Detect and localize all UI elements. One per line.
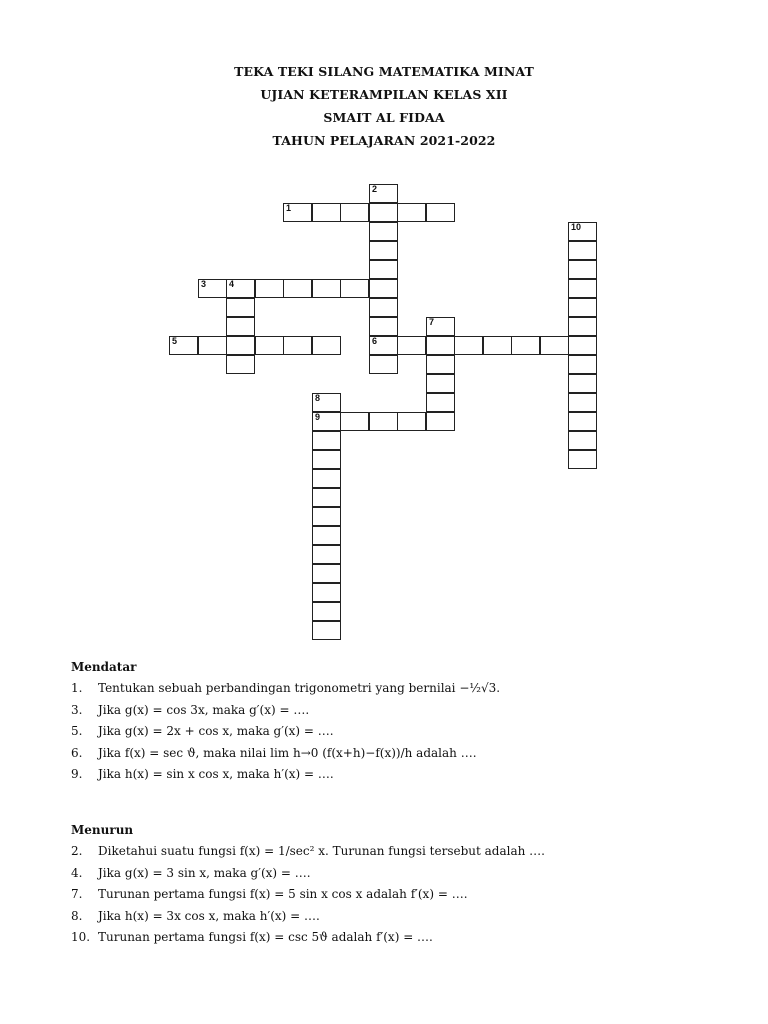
crossword-cell[interactable] xyxy=(369,317,398,336)
crossword-cell[interactable] xyxy=(568,336,597,355)
clue-item xyxy=(71,743,731,765)
clue-number: 9. xyxy=(71,767,83,782)
crossword-cell[interactable] xyxy=(369,222,398,241)
crossword-cell[interactable] xyxy=(369,412,398,431)
clue-number-label: 3 xyxy=(201,279,207,289)
clue-number-label: 10 xyxy=(571,222,582,232)
crossword-cell[interactable] xyxy=(226,336,255,355)
crossword-cell[interactable] xyxy=(568,374,597,393)
crossword-cell[interactable] xyxy=(454,336,483,355)
header-subtitle: UJIAN KETERAMPILAN KELAS XII xyxy=(260,87,508,102)
crossword-cell[interactable] xyxy=(483,336,512,355)
crossword-cell[interactable] xyxy=(312,545,341,564)
clue-number: 3. xyxy=(71,702,83,717)
crossword-cell[interactable] xyxy=(568,279,597,298)
clue-item xyxy=(71,764,731,786)
clue-item xyxy=(71,841,731,863)
mendatar-heading: Mendatar xyxy=(71,660,137,674)
clue-text: Jika h(x) = sin x cos x, maka h′(x) = …. xyxy=(98,767,334,782)
crossword-cell[interactable] xyxy=(568,431,597,450)
menurun-section xyxy=(71,819,731,949)
crossword-cell[interactable] xyxy=(369,184,398,203)
crossword-cell[interactable] xyxy=(312,431,341,450)
crossword-cell[interactable] xyxy=(540,336,569,355)
crossword-cell[interactable] xyxy=(226,317,255,336)
clue-text: Jika g(x) = 2x + cos x, maka g′(x) = …. xyxy=(98,724,334,739)
clue-number-label: 2 xyxy=(372,184,378,194)
crossword-cell[interactable] xyxy=(369,260,398,279)
clue-number: 8. xyxy=(71,908,83,923)
crossword-cell[interactable] xyxy=(397,412,426,431)
crossword-cell[interactable] xyxy=(426,374,455,393)
mendatar-section xyxy=(71,656,731,786)
crossword-cell[interactable] xyxy=(312,203,341,222)
crossword-cell[interactable] xyxy=(369,355,398,374)
crossword-cell[interactable] xyxy=(169,336,198,355)
clue-item xyxy=(71,721,731,743)
crossword-cell[interactable] xyxy=(369,241,398,260)
crossword-cell[interactable] xyxy=(312,621,341,640)
clue-text: Jika f(x) = sec ϑ, maka nilai lim h→0 (f(x+h)−f(x))/h adalah …. xyxy=(98,745,477,760)
crossword-cell[interactable] xyxy=(340,412,369,431)
crossword-cell[interactable] xyxy=(340,279,369,298)
crossword-cell[interactable] xyxy=(426,317,455,336)
crossword-cell[interactable] xyxy=(568,298,597,317)
clue-item xyxy=(71,906,731,928)
clue-item xyxy=(71,700,731,722)
crossword-cell[interactable] xyxy=(255,336,284,355)
clue-text: Turunan pertama fungsi f(x) = 5 sin x cos x adalah f′(x) = …. xyxy=(98,887,468,902)
crossword-cell[interactable] xyxy=(312,507,341,526)
clue-text: Jika g(x) = cos 3x, maka g′(x) = …. xyxy=(98,702,310,717)
crossword-cell[interactable] xyxy=(226,298,255,317)
clue-item xyxy=(71,927,731,949)
crossword-cell[interactable] xyxy=(312,412,341,431)
crossword-cell[interactable] xyxy=(568,450,597,469)
crossword-cell[interactable] xyxy=(369,336,398,355)
header-year: TAHUN PELAJARAN 2021-2022 xyxy=(272,133,496,148)
crossword-cell[interactable] xyxy=(312,526,341,545)
clue-text: Jika h(x) = 3x cos x, maka h′(x) = …. xyxy=(98,908,320,923)
crossword-cell[interactable] xyxy=(283,279,312,298)
clue-number: 2. xyxy=(71,844,83,858)
clue-text: Diketahui suatu fungsi f(x) = 1/sec² x. Turunan fungsi tersebut adalah …. xyxy=(98,844,545,858)
crossword-cell[interactable] xyxy=(568,241,597,260)
crossword-cell[interactable] xyxy=(511,336,540,355)
crossword-cell[interactable] xyxy=(568,260,597,279)
header-title: TEKA TEKI SILANG MATEMATIKA MINAT xyxy=(234,64,534,79)
clue-item xyxy=(71,884,731,906)
clue-number-label: 1 xyxy=(286,203,292,213)
crossword-cell[interactable] xyxy=(397,336,426,355)
clue-number-label: 7 xyxy=(429,317,435,327)
menurun-heading: Menurun xyxy=(71,823,134,837)
crossword-cell[interactable] xyxy=(397,203,426,222)
clue-number: 7. xyxy=(71,887,83,902)
clue-number: 6. xyxy=(71,745,83,760)
crossword-cell[interactable] xyxy=(568,393,597,412)
crossword-cell[interactable] xyxy=(312,393,341,412)
clue-number-label: 9 xyxy=(315,412,321,422)
crossword-cell[interactable] xyxy=(426,203,455,222)
clue-number-label: 8 xyxy=(315,393,321,403)
clue-text: Turunan pertama fungsi f(x) = csc 5ϑ adalah f′(x) = …. xyxy=(98,930,433,945)
crossword-cell[interactable] xyxy=(312,564,341,583)
crossword-cell[interactable] xyxy=(198,336,227,355)
crossword-cell[interactable] xyxy=(426,393,455,412)
clue-item xyxy=(71,678,731,700)
crossword-cell[interactable] xyxy=(426,355,455,374)
crossword-cell[interactable] xyxy=(226,355,255,374)
crossword-cell[interactable] xyxy=(369,298,398,317)
crossword-cell[interactable] xyxy=(312,602,341,621)
clue-text: Tentukan sebuah perbandingan trigonometri yang bernilai −½√3. xyxy=(98,681,501,695)
crossword-cell[interactable] xyxy=(312,583,341,602)
clue-number-label: 5 xyxy=(172,336,178,346)
crossword-cell[interactable] xyxy=(283,203,312,222)
crossword-cell[interactable] xyxy=(198,279,227,298)
crossword-cell[interactable] xyxy=(312,450,341,469)
crossword-cell[interactable] xyxy=(426,412,455,431)
crossword-cell[interactable] xyxy=(340,203,369,222)
crossword-cell[interactable] xyxy=(568,355,597,374)
crossword-cell[interactable] xyxy=(426,336,455,355)
crossword-cell[interactable] xyxy=(369,279,398,298)
crossword-cell[interactable] xyxy=(226,279,255,298)
crossword-cell[interactable] xyxy=(312,488,341,507)
crossword-cell[interactable] xyxy=(312,469,341,488)
crossword-cell[interactable] xyxy=(568,412,597,431)
crossword-cell[interactable] xyxy=(369,203,398,222)
clue-number: 5. xyxy=(71,724,83,739)
crossword-cell[interactable] xyxy=(312,279,341,298)
crossword-cell[interactable] xyxy=(312,336,341,355)
crossword-cell[interactable] xyxy=(568,222,597,241)
crossword-cell[interactable] xyxy=(255,279,284,298)
clue-number: 10. xyxy=(71,930,91,945)
crossword-cell[interactable] xyxy=(283,336,312,355)
clue-number-label: 4 xyxy=(229,279,235,289)
crossword-cell[interactable] xyxy=(568,317,597,336)
clue-text: Jika g(x) = 3 sin x, maka g′(x) = …. xyxy=(98,865,311,880)
clue-item xyxy=(71,863,731,885)
clue-number: 4. xyxy=(71,865,83,880)
clue-number: 1. xyxy=(71,681,83,695)
header-school: SMAIT AL FIDAA xyxy=(323,110,445,125)
clue-number-label: 6 xyxy=(372,336,378,346)
